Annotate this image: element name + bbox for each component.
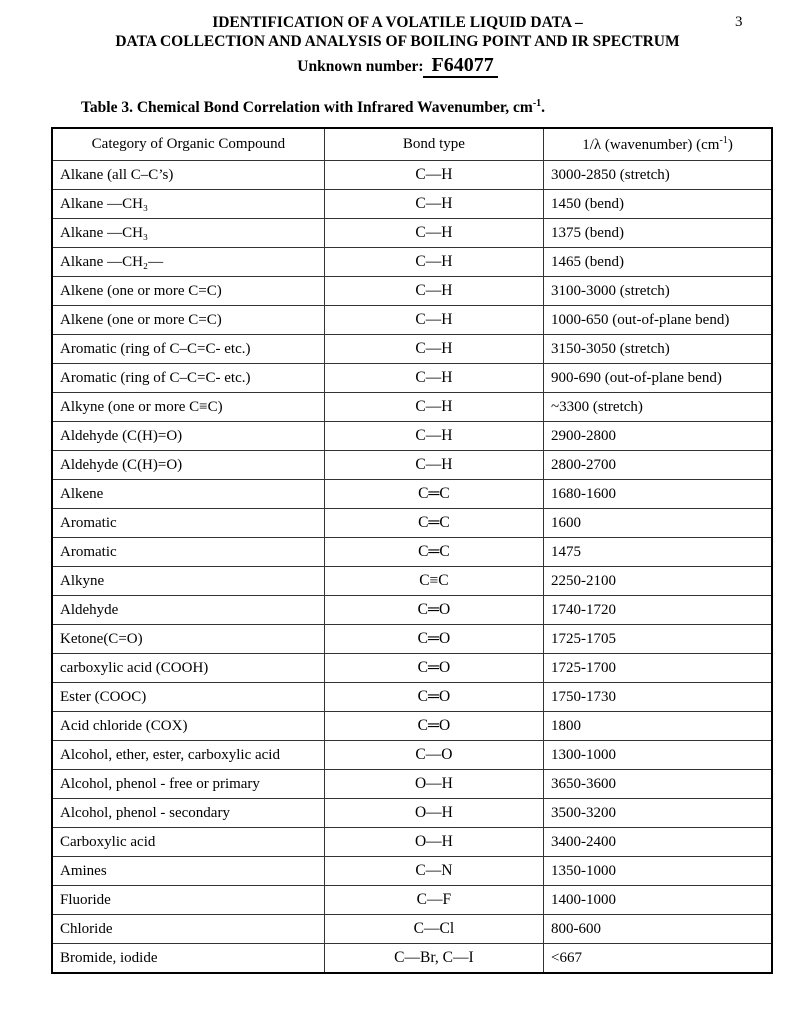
cell-bond: C—H [324,422,543,451]
cell-wavenumber: 1400-1000 [544,886,772,915]
cell-wavenumber: 1725-1700 [544,654,772,683]
cell-bond: C═C [324,480,543,509]
cell-bond: C—F [324,886,543,915]
cell-wavenumber: 3000-2850 (stretch) [544,161,772,190]
cell-wavenumber: 2900-2800 [544,422,772,451]
table-row [52,886,772,915]
cell-bond: C═O [324,596,543,625]
cell-wavenumber: ~3300 (stretch) [544,393,772,422]
cell-category: Alkyne [52,567,324,596]
title-line-2: DATA COLLECTION AND ANALYSIS OF BOILING POINT AND IR SPECTRUM [115,33,680,50]
table-header-row [52,128,772,161]
cell-bond: C—N [324,857,543,886]
cell-wavenumber: 3500-3200 [544,799,772,828]
cell-bond: C═O [324,712,543,741]
cell-wavenumber: 900-690 (out-of-plane bend) [544,364,772,393]
cell-bond: C—H [324,335,543,364]
cell-bond: C—O [324,741,543,770]
cell-category: Alkane —CH₂— [52,248,324,277]
wavenumber-header-text: 1/λ (wavenumber) (cm [582,137,720,153]
column-header-category: Category of Organic Compound [52,128,324,161]
cell-category: Carboxylic acid [52,828,324,857]
cell-category: Aldehyde (C(H)=O) [52,451,324,480]
wavenumber-header-end: ) [727,137,733,153]
table-row [52,538,772,567]
table-row [52,219,772,248]
cell-bond: C—Cl [324,915,543,944]
cell-bond: C—H [324,364,543,393]
cell-wavenumber: 1350-1000 [544,857,772,886]
cell-wavenumber: 800-600 [544,915,772,944]
cell-category: Ketone(C=O) [52,625,324,654]
cell-wavenumber: 1375 (bend) [544,219,772,248]
table-row [52,857,772,886]
table-row [52,741,772,770]
table-row [52,828,772,857]
page-number: 3 [735,14,743,30]
cell-wavenumber: 1000-650 (out-of-plane bend) [544,306,772,335]
cell-wavenumber: 1600 [544,509,772,538]
table-row [52,770,772,799]
cell-category: Amines [52,857,324,886]
cell-category: Aromatic [52,538,324,567]
cell-bond: C═O [324,654,543,683]
table-row [52,625,772,654]
cell-category: Alkene (one or more C=C) [52,277,324,306]
table-body [52,161,772,974]
cell-bond: C═O [324,683,543,712]
cell-category: Chloride [52,915,324,944]
cell-bond: C═C [324,509,543,538]
cell-wavenumber: 2800-2700 [544,451,772,480]
table-row [52,161,772,190]
table-row [52,190,772,219]
table-caption-sup: -1 [532,98,542,109]
cell-bond: C—H [324,248,543,277]
cell-wavenumber: 1450 (bend) [544,190,772,219]
table-row [52,248,772,277]
table-row [52,480,772,509]
cell-bond: O—H [324,828,543,857]
cell-bond: C—H [324,393,543,422]
table-row [52,277,772,306]
cell-bond: C—Br, C—I [324,944,543,974]
table-row [52,393,772,422]
cell-category: carboxylic acid (COOH) [52,654,324,683]
table-row [52,944,772,974]
table-row [52,799,772,828]
cell-category: Alcohol, phenol - free or primary [52,770,324,799]
cell-category: Aromatic (ring of C–C=C- etc.) [52,335,324,364]
cell-category: Alkene (one or more C=C) [52,306,324,335]
title-line-1: IDENTIFICATION OF A VOLATILE LIQUID DATA – [212,14,583,31]
cell-wavenumber: 1465 (bend) [544,248,772,277]
cell-category: Acid chloride (COX) [52,712,324,741]
cell-category: Alkane (all C–C’s) [52,161,324,190]
cell-wavenumber: 1680-1600 [544,480,772,509]
table-row [52,915,772,944]
cell-wavenumber: 1300-1000 [544,741,772,770]
cell-category: Fluoride [52,886,324,915]
cell-bond: C═C [324,538,543,567]
cell-category: Alkane —CH₃ [52,190,324,219]
table-caption-text: Table 3. Chemical Bond Correlation with Infrared Wavenumber, cm [81,99,533,117]
cell-bond: C—H [324,219,543,248]
cell-bond: C—H [324,451,543,480]
cell-wavenumber: 1475 [544,538,772,567]
cell-wavenumber: 2250-2100 [544,567,772,596]
column-header-wavenumber [544,128,772,161]
table-row [52,712,772,741]
table-row [52,451,772,480]
table-row [52,422,772,451]
cell-bond: C—H [324,277,543,306]
cell-category: Alcohol, phenol - secondary [52,799,324,828]
wavenumber-header-sup: -1 [719,135,728,146]
cell-wavenumber: 3100-3000 (stretch) [544,277,772,306]
cell-category: Bromide, iodide [52,944,324,974]
cell-bond: C≡C [324,567,543,596]
table-row [52,654,772,683]
unknown-number-label: Unknown number: [297,58,424,75]
cell-category: Alcohol, ether, ester, carboxylic acid [52,741,324,770]
table-row [52,335,772,364]
table-caption [81,98,545,117]
cell-wavenumber: 1800 [544,712,772,741]
cell-bond: C—H [324,190,543,219]
cell-category: Ester (COOC) [52,683,324,712]
cell-bond: O—H [324,799,543,828]
table-row [52,364,772,393]
cell-wavenumber: <667 [544,944,772,974]
table-row [52,683,772,712]
document-header [0,14,795,80]
cell-bond: C═O [324,625,543,654]
table-row [52,509,772,538]
cell-category: Alkene [52,480,324,509]
table-row [52,306,772,335]
cell-category: Alkyne (one or more C≡C) [52,393,324,422]
table-row [52,567,772,596]
cell-category: Aldehyde (C(H)=O) [52,422,324,451]
cell-wavenumber: 1740-1720 [544,596,772,625]
bond-correlation-table [51,127,773,974]
cell-wavenumber: 1750-1730 [544,683,772,712]
cell-bond: C—H [324,161,543,190]
cell-bond: C—H [324,306,543,335]
unknown-number-value: F64077 [423,54,497,78]
cell-wavenumber: 3400-2400 [544,828,772,857]
cell-wavenumber: 1725-1705 [544,625,772,654]
cell-category: Aldehyde [52,596,324,625]
cell-wavenumber: 3150-3050 (stretch) [544,335,772,364]
cell-category: Aromatic (ring of C–C=C- etc.) [52,364,324,393]
table-row [52,596,772,625]
cell-category: Aromatic [52,509,324,538]
cell-bond: O—H [324,770,543,799]
cell-wavenumber: 3650-3600 [544,770,772,799]
column-header-bond: Bond type [324,128,543,161]
cell-category: Alkane —CH₃ [52,219,324,248]
unknown-number-line [0,52,795,80]
table-caption-end: . [541,99,546,117]
